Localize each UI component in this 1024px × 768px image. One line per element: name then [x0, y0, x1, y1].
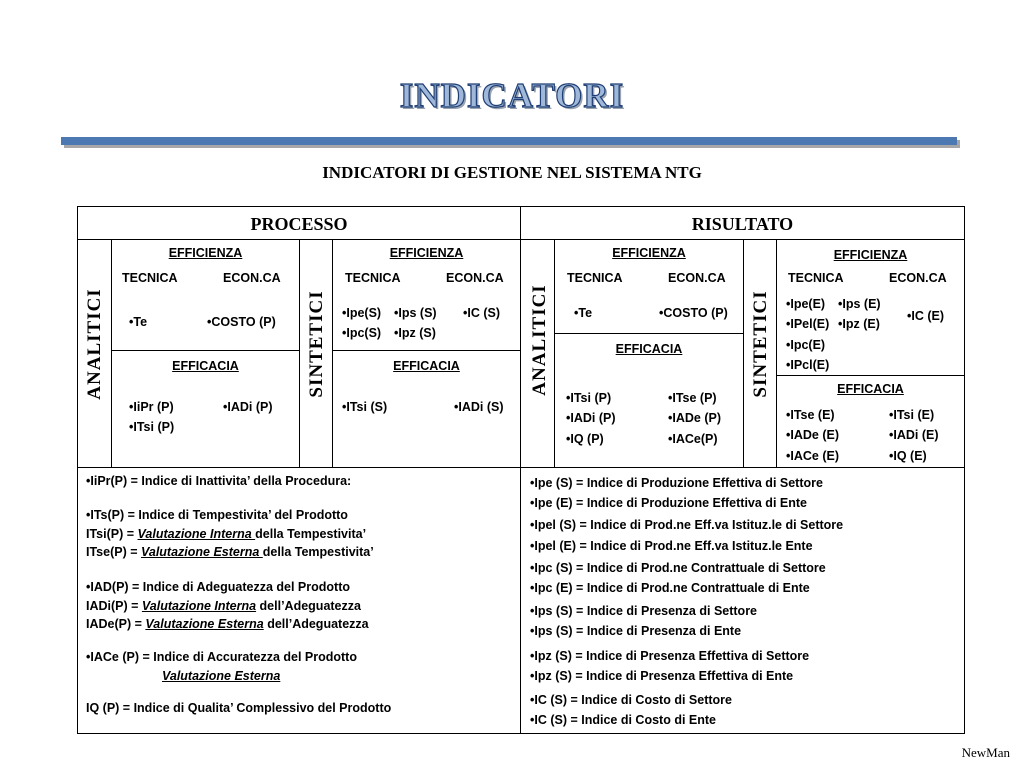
indicator-item: •Ips (S) [394, 306, 437, 320]
tecnica-label: TECNICA [788, 271, 844, 285]
indicator-item: •Ipc(E) [786, 338, 826, 352]
header-risultato: RISULTATO [691, 214, 794, 234]
legend-line: IQ (P) = Indice di Qualita’ Complessivo del Prodotto [86, 701, 392, 715]
indicator-item: •IADe (P) [668, 411, 721, 425]
indicator-item: •ITsi (S) [342, 400, 388, 414]
header-processo: PROCESSO [250, 214, 348, 234]
indicator-item: •Ipe(E) [786, 297, 826, 311]
legend-line: IADe(P) = Valutazione Esterna dell’Adeguatezza [86, 617, 369, 631]
tecnica-label: TECNICA [567, 271, 623, 285]
legend-line: •ITs(P) = Indice di Tempestivita’ del Prodotto [86, 508, 348, 522]
efficacia-label: EFFICACIA [615, 342, 683, 356]
indicator-item: •ITse (E) [786, 408, 835, 422]
indicator-item: •Ipc(S) [342, 326, 382, 340]
legend-line: •IC (S) = Indice di Costo di Ente [530, 713, 716, 727]
legend-line: Valutazione Esterna [162, 669, 281, 683]
indicator-item: •IADi (P) [566, 411, 616, 425]
legend-line: •Ips (S) = Indice di Presenza di Settore [530, 604, 758, 618]
econ-label: ECON.CA [446, 271, 504, 285]
indicator-item: •COSTO (P) [207, 315, 276, 329]
indicator-item: •ITsi (E) [889, 408, 935, 422]
econ-label: ECON.CA [889, 271, 947, 285]
indicator-item: •Ipe(S) [342, 306, 382, 320]
indicator-item: •Ipz (E) [838, 317, 880, 331]
indicator-item: •IiPr (P) [129, 400, 174, 414]
indicator-item: •IC (E) [907, 309, 945, 323]
label-sintetici-processo: SINTETICI [306, 290, 327, 398]
indicator-item: •COSTO (P) [659, 306, 728, 320]
legend-line: •Ipz (S) = Indice di Presenza Effettiva di Ente [530, 669, 794, 683]
indicator-item: •IADi (P) [223, 400, 273, 414]
legend-line: •IC (S) = Indice di Costo di Settore [530, 693, 732, 707]
page-title: INDICATORI [399, 76, 625, 115]
legend-line: •IACe (P) = Indice di Accuratezza del Prodotto [86, 650, 357, 664]
econ-label: ECON.CA [223, 271, 281, 285]
tecnica-label: TECNICA [345, 271, 401, 285]
indicator-item: •IQ (P) [566, 432, 604, 446]
legend-line: •Ips (S) = Indice di Presenza di Ente [530, 624, 742, 638]
legend-line: IADi(P) = Valutazione Interna dell’Adeguatezza [86, 599, 361, 613]
legend-line: •Ipel (E) = Indice di Prod.ne Eff.va Istituz.le Ente [530, 539, 813, 553]
footer-brand: NewMan [961, 745, 1010, 760]
page-subtitle: INDICATORI DI GESTIONE NEL SISTEMA NTG [322, 163, 702, 182]
indicator-item: •IC (S) [463, 306, 501, 320]
legend-line: •Ipel (S) = Indice di Prod.ne Eff.va Istituz.le di Settore [530, 518, 844, 532]
legend-line: •IiPr(P) = Indice di Inattivita’ della Procedura: [86, 474, 352, 488]
indicator-item: •IADe (E) [786, 428, 839, 442]
indicator-item: •Ips (E) [838, 297, 881, 311]
tecnica-label: TECNICA [122, 271, 178, 285]
title-underline-bar [61, 137, 957, 145]
efficienza-label: EFFICIENZA [168, 246, 243, 260]
legend-line: •IAD(P) = Indice di Adeguatezza del Prodotto [86, 580, 351, 594]
indicator-item: •IPel(E) [786, 317, 830, 331]
indicator-item: •ITse (P) [668, 391, 717, 405]
indicator-item: •Te [574, 306, 593, 320]
efficienza-label: EFFICIENZA [612, 246, 686, 260]
legend-line: ITsi(P) = Valutazione Interna della Tempestivita’ [86, 527, 367, 541]
legend-line: •Ipe (E) = Indice di Produzione Effettiva di Ente [530, 496, 807, 510]
indicator-item: •ITsi (P) [129, 420, 175, 434]
econ-label: ECON.CA [668, 271, 726, 285]
label-analitici-processo: ANALITICI [84, 288, 105, 400]
indicator-item: •IADi (S) [454, 400, 504, 414]
efficacia-label: EFFICACIA [172, 359, 239, 373]
efficienza-label: EFFICIENZA [389, 246, 464, 260]
indicator-item: •IACe(P) [668, 432, 718, 446]
indicator-item: •IADi (E) [889, 428, 939, 442]
legend-line: •Ipe (S) = Indice di Produzione Effettiva di Settore [530, 476, 823, 490]
indicator-item: •IPcl(E) [786, 358, 830, 372]
legend-line: •Ipc (S) = Indice di Prod.ne Contrattuale di Settore [530, 561, 826, 575]
efficacia-label: EFFICACIA [837, 382, 904, 396]
indicator-item: •ITsi (P) [566, 391, 612, 405]
indicator-item: •IQ (E) [889, 449, 927, 463]
efficienza-label: EFFICIENZA [833, 248, 908, 262]
efficacia-label: EFFICACIA [393, 359, 460, 373]
legend-line: ITse(P) = Valutazione Esterna della Tempestivita’ [86, 545, 374, 559]
indicator-item: •Ipz (S) [394, 326, 436, 340]
label-analitici-risultato: ANALITICI [529, 284, 550, 396]
indicator-item: •IACe (E) [786, 449, 839, 463]
legend-line: •Ipz (S) = Indice di Presenza Effettiva di Settore [530, 649, 810, 663]
indicator-item: •Te [129, 315, 148, 329]
label-sintetici-risultato: SINTETICI [750, 290, 771, 398]
legend-line: •Ipc (E) = Indice di Prod.ne Contrattuale di Ente [530, 581, 810, 595]
